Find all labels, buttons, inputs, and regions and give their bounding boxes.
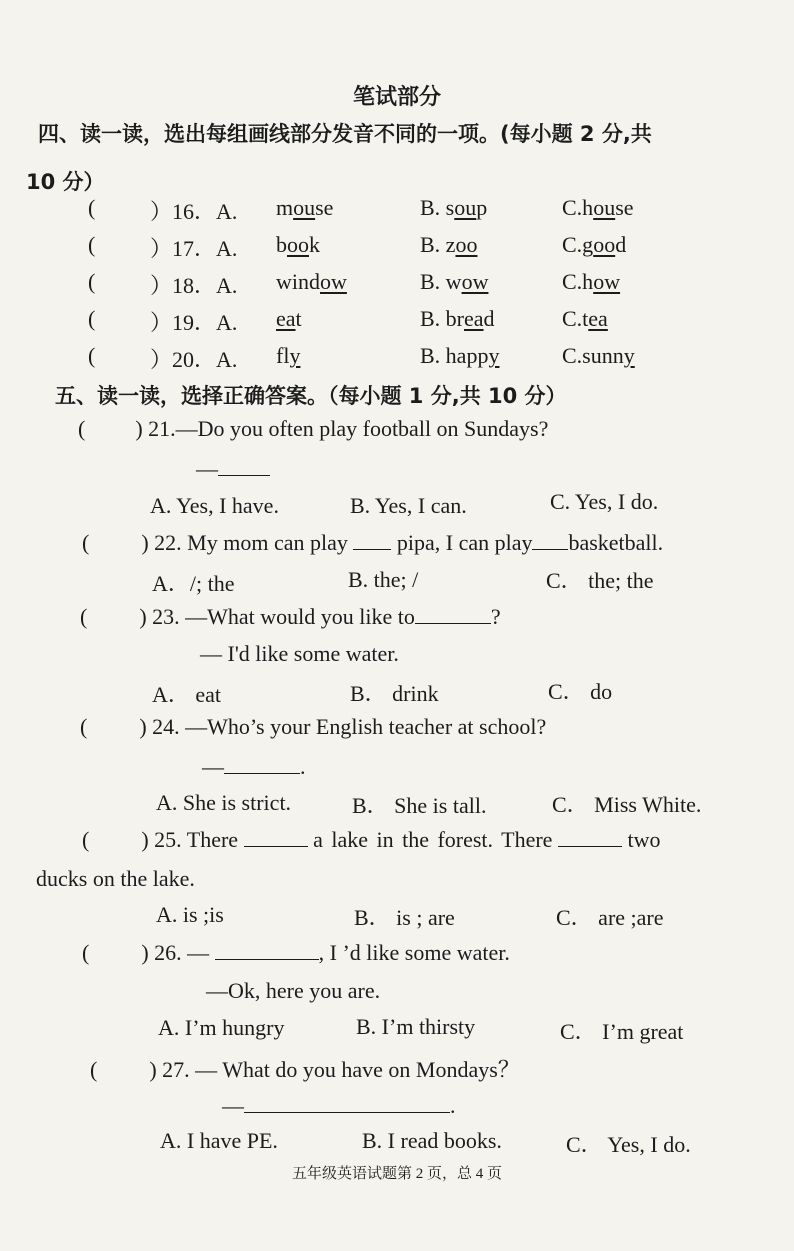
question-number: ）17．A.	[150, 236, 238, 261]
option-a: fly	[276, 343, 301, 368]
option-b: B. happy	[420, 343, 500, 368]
underlined-sound: ou	[293, 195, 316, 220]
dash: —	[196, 456, 218, 481]
question-stem-part1: ) 25. There	[141, 827, 239, 852]
option-b: B. the; /	[348, 567, 419, 592]
option-b: B． She is tall.	[352, 793, 487, 818]
fill-blank[interactable]	[215, 941, 319, 960]
underlined-sound: oo	[455, 232, 478, 257]
question-stem: ) 24. —Who’s your English teacher at school?	[139, 714, 547, 739]
question-21	[78, 416, 548, 442]
option-c: C. Yes, I do.	[550, 489, 659, 514]
option-b: B. bread	[420, 306, 495, 331]
option-b: B. soup	[420, 195, 488, 220]
question-mark: ?	[490, 604, 501, 629]
option-a: eat	[276, 306, 302, 331]
answer-paren: (	[80, 714, 88, 739]
question-stem-part2: , I ’d like some water.	[318, 940, 510, 965]
underlined-sound: ow	[461, 269, 489, 294]
option-b: B． drink	[350, 681, 439, 706]
option-a: A. I have PE.	[160, 1128, 278, 1153]
option-b: B. wow	[420, 269, 489, 294]
question-stem: ) 27. — What do you have on Mondays？	[149, 1057, 520, 1082]
underlined-sound: y	[623, 343, 635, 368]
option-b: B． is ; are	[354, 905, 455, 930]
option-a: A. Yes, I have.	[150, 493, 279, 518]
option-c: C． the; the	[546, 568, 654, 593]
answer-paren[interactable]: (	[88, 195, 96, 220]
option-b: B. Yes, I can.	[350, 493, 467, 518]
answer-paren: (	[80, 604, 88, 629]
fill-blank[interactable]	[218, 457, 270, 476]
underlined-sound: ea	[276, 306, 296, 331]
section5-heading: 五、读一读，选择正确答案。（每小题 1 分,共 10 分）	[55, 384, 567, 408]
question-25-cont: ducks on the lake.	[36, 866, 195, 891]
dash: —	[202, 754, 224, 779]
question-stem-part2: a lake in the forest. There	[313, 827, 553, 852]
section4-heading-cont: 10 分）	[26, 170, 105, 194]
phonics-row	[0, 306, 794, 340]
option-b: B. I read books.	[362, 1128, 502, 1153]
question-23-answer: — I'd like some water.	[200, 641, 399, 666]
dash: —	[222, 1093, 244, 1118]
underlined-sound: y	[289, 343, 301, 368]
option-a: A. is ;is	[156, 902, 224, 927]
phonics-row	[0, 195, 794, 229]
option-c: C.good	[562, 232, 627, 257]
fill-blank[interactable]	[415, 605, 491, 624]
option-a: A．/; the	[152, 571, 235, 596]
underlined-sound: ou	[454, 195, 477, 220]
fill-blank[interactable]	[224, 755, 300, 774]
option-a: book	[276, 232, 320, 257]
underlined-sound: oo	[287, 232, 309, 257]
question-stem: ) 23. —What would you like to	[139, 604, 415, 629]
option-c: C． do	[548, 679, 613, 704]
question-stem-part1: ) 26. —	[141, 940, 210, 965]
option-c: C.house	[562, 195, 634, 220]
answer-paren[interactable]: (	[88, 269, 96, 294]
question-26	[82, 940, 510, 966]
option-a: A. I’m hungry	[158, 1015, 285, 1040]
period: .	[300, 754, 306, 779]
underlined-sound: ow	[593, 269, 621, 294]
option-b: B. zoo	[420, 232, 478, 257]
question-number: ）20．A.	[150, 347, 238, 372]
option-c: C.how	[562, 269, 621, 294]
answer-paren[interactable]: (	[88, 306, 96, 331]
answer-paren[interactable]: (	[88, 232, 96, 257]
question-27	[90, 1053, 520, 1084]
option-c: C． are ;are	[556, 905, 664, 930]
answer-paren: (	[78, 416, 86, 441]
option-a: mouse	[276, 195, 334, 220]
question-24-answer-line	[202, 754, 306, 780]
underlined-sound: ow	[320, 269, 347, 294]
underlined-sound: y	[488, 343, 500, 368]
question-stem-part3: two	[627, 827, 661, 852]
phonics-row	[0, 232, 794, 266]
option-c: C． Yes, I do.	[566, 1132, 691, 1157]
fill-blank[interactable]	[532, 531, 568, 550]
underlined-sound: ea	[464, 306, 484, 331]
fill-blank[interactable]	[353, 531, 391, 550]
answer-paren: (	[82, 940, 90, 965]
option-c: C． Miss White.	[552, 792, 702, 817]
question-25	[82, 827, 660, 853]
phonics-row	[0, 343, 794, 377]
question-number: ）18．A.	[150, 273, 238, 298]
question-27-answer-line	[222, 1093, 456, 1119]
underlined-sound: ea	[588, 306, 608, 331]
answer-paren: (	[82, 530, 90, 555]
option-a: window	[276, 269, 347, 294]
question-24	[80, 714, 546, 740]
phonics-row	[0, 269, 794, 303]
option-b: B. I’m thirsty	[356, 1014, 476, 1039]
period: .	[450, 1093, 456, 1118]
fill-blank[interactable]	[558, 828, 622, 847]
question-number: ）19．A.	[150, 310, 238, 335]
question-stem-part1: ) 22. My mom can play	[141, 530, 348, 555]
fill-blank[interactable]	[244, 1094, 450, 1113]
page-footer: 五年级英语试题第 2 页，总 4 页	[291, 1166, 502, 1182]
question-stem-part2: pipa, I can play	[396, 530, 533, 555]
underlined-sound: oo	[593, 232, 616, 257]
option-c: C.sunny	[562, 343, 635, 368]
underlined-sound: ou	[593, 195, 616, 220]
option-c: C.tea	[562, 306, 608, 331]
question-22	[82, 530, 663, 556]
answer-paren: (	[90, 1057, 98, 1082]
section4-heading: 四、读一读，选出每组画线部分发音不同的一项。(每小题 2 分,共	[38, 122, 652, 146]
question-number: ）16．A.	[150, 199, 238, 224]
page-title: 笔试部分	[352, 85, 441, 110]
answer-paren: (	[82, 827, 90, 852]
fill-blank[interactable]	[244, 828, 308, 847]
question-stem-part3: basketball.	[568, 530, 664, 555]
option-c: C． I’m great	[560, 1019, 684, 1044]
question-23	[80, 604, 501, 630]
option-a: A. She is strict.	[156, 790, 292, 815]
question-26-answer: —Ok, here you are.	[206, 978, 381, 1003]
answer-paren[interactable]: (	[88, 343, 96, 368]
question-stem: ) 21.—Do you often play football on Sundays?	[135, 416, 549, 441]
question-21-answer-line	[196, 456, 270, 482]
option-a: A． eat	[152, 682, 222, 707]
